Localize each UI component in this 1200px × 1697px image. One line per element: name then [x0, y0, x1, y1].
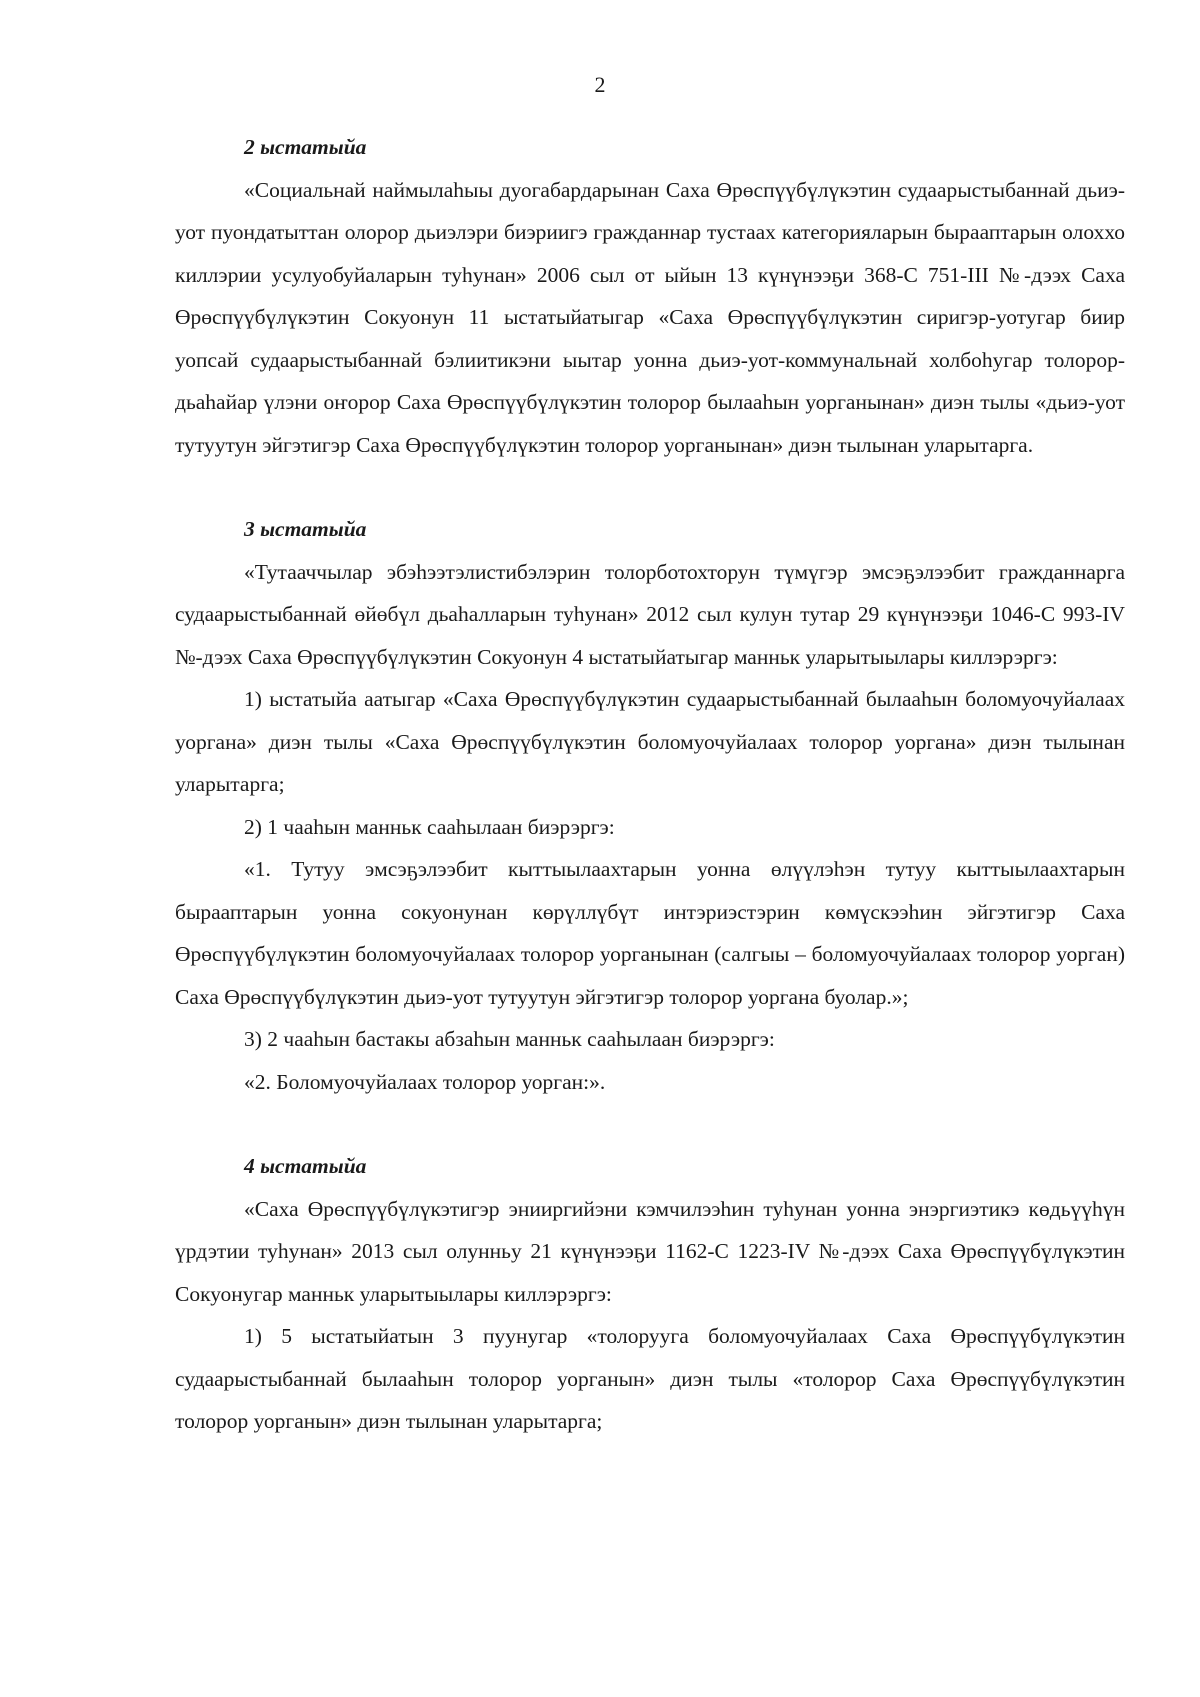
article-paragraph: 2) 1 чааһын манньк сааһылаан биэрэргэ: [244, 814, 615, 839]
article-heading: 2 ыстатыйа [244, 135, 367, 159]
article-3 [175, 508, 1125, 1103]
document-body [175, 126, 1125, 1443]
article-paragraph: «Тутааччылар эбэһээтэлистибэлэрин толорботохторун түмүгэр эмсэҕэлээбит гражданнарга судаарыстыбаннай өйөбүл дьаһалларын туһунан» 2012 сыл кулун тутар 29 күнүнээҕи 1046-С 993-IV №-дээх Саха Өрөспүүбүлүкэтин Сокуонун 4 ыстатыйатыгар манньк уларытыылары киллэрэргэ: [175, 559, 1125, 669]
article-paragraph: 3) 2 чааһын бастакы абзаһын манньк сааһылаан биэрэргэ: [244, 1027, 775, 1051]
article-paragraph: 1) ыстатыйа аатыгар «Саха Өрөспүүбүлүкэтин судаарыстыбаннай былааһын боломуочуйалаах уоргана» диэн тылы «Саха Өрөспүүбүлүкэтин боломуочуйалаах толорор уоргана» диэн тылынан уларытарга; [175, 687, 1125, 796]
article-paragraph: «2. Боломуочуйалаах толорор уорган:». [244, 1069, 606, 1094]
article-heading: 3 ыстатыйа [244, 517, 367, 541]
article-2 [175, 126, 1125, 466]
article-4 [175, 1145, 1125, 1443]
article-paragraph: «Саха Өрөспүүбүлүкэтигэр энииргийэни кэмчилээһин туһунан уонна энэргиэтикэ көдьүүһүн үрдэтии туһунан» 2013 сыл олунньу 21 күнүнээҕи 1162-С 1223-IV №-дээх Саха Өрөспүүбүлүкэтин Сокуонугар манньк уларытыылары киллэрэргэ: [175, 1196, 1125, 1306]
article-heading: 4 ыстатыйа [244, 1154, 367, 1178]
article-paragraph: «Социальнай наймылаһыы дуогабардарынан Саха Өрөспүүбүлүкэтин судаарыстыбаннай дьиэ-уот пуондатыттан олорор дьиэлэри биэриигэ гражданнар тустаах категорияларын бырааптарын олоххо киллэрии усулуобуйаларын туһунан» 2006 сыл от ыйын 13 күнүнээҕи 368-С 751-III №-дээх Саха Өрөспүүбүлүкэтин Сокуонун 11 ыстатыйатыгар «Саха Өрөспүүбүлүкэтин сиригэр-уотугар биир уопсай судаарыстыбаннай бэлиитикэни ыытар уонна дьиэ-уот-коммунальнай холбоһугар толорор-дьаһайар үлэни оҥорор Саха Өрөспүүбүлүкэтин толорор былааһын уорганынан» диэн тылы «дьиэ-уот тутуутун эйгэтигэр Саха Өрөспүүбүлүкэтин толорор уорганынан» диэн тылынан уларытарга. [175, 177, 1125, 457]
page-number: 2 [594, 72, 606, 97]
article-paragraph: «1. Тутуу эмсэҕэлээбит кыттыылаахтарын уонна өлүүлэһэн тутуу кыттыылаахтарын бырааптарын уонна сокуонунан көрүллүбүт интэриэстэрин көмүскээһин эйгэтигэр Саха Өрөспүүбүлүкэтин боломуочуйалаах толорор уорганынан (салгыы – боломуочуйалаах толорор уорган) Саха Өрөспүүбүлүкэтин дьиэ-уот тутуутун эйгэтигэр толорор уоргана буолар.»; [175, 857, 1125, 1009]
article-paragraph: 1) 5 ыстатыйатын 3 пуунугар «толорууга боломуочуйалаах Саха Өрөспүүбүлүкэтин судаарыстыбаннай былааһын толорор уорганын» диэн тылы «толорор Саха Өрөспүүбүлүкэтин толорор уорганын» диэн тылынан уларытарга; [175, 1324, 1125, 1433]
